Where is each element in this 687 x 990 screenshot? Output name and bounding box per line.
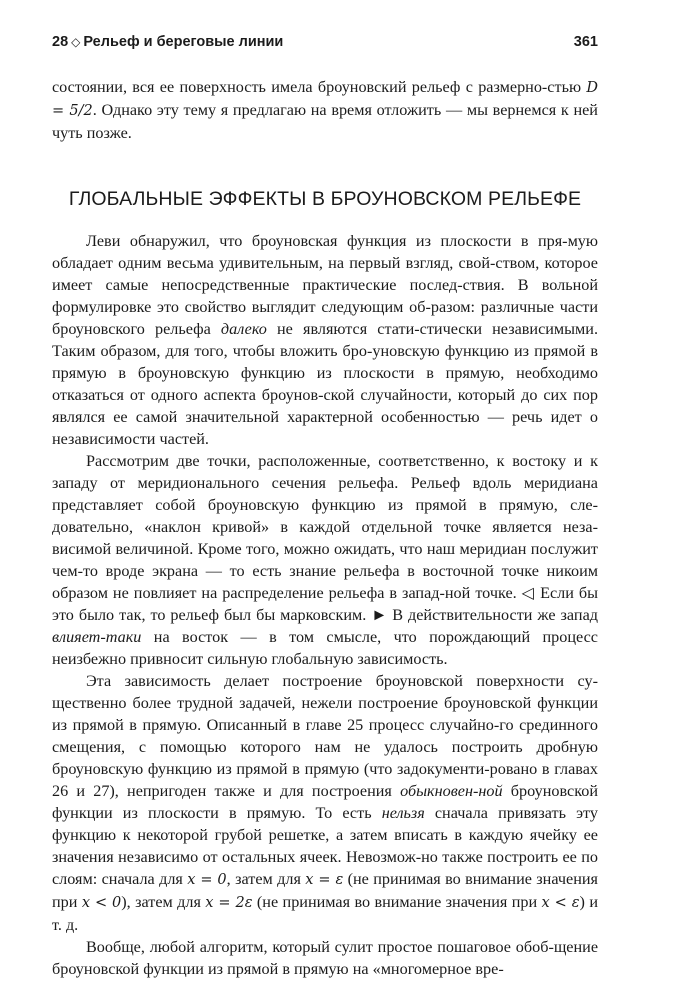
math-inline: x = 0 — [187, 872, 227, 888]
text-run: состоянии, вся ее поверхность имела броуновский рельеф с размерно-стью — [52, 78, 587, 96]
text-run: Вообще, любой алгоритм, который сулит простое пошаговое обоб-щение броуновской функции из прямой в прямую на «многомерное вре- — [52, 938, 598, 978]
text-run: , затем для — [226, 870, 306, 888]
chapter-number: 28 — [52, 34, 69, 50]
text-run: Эта зависимость делает построение броуновской поверхности су-щественно более трудной задачей, нежели построение броуновской функции из прямой в прямую. Описанный в главе 25 процесс случайно-го срединного смещения, с помощью которого нам не удалось построить дробную броуновскую функцию из прямой в прямую (что задокументи-ровано в главах 26 и 27), непригоден также и для построения — [52, 672, 598, 800]
text-run: не являются стати-стически независимыми. Таким образом, для того, чтобы вложить бро-уновскую функцию из прямой в прямую в броуновскую функцию из плоскости в прямую, необходимо отказаться от одного аспекта броунов-ской случайности, который до сих пор являлся ее самой значительной характерной особенностью — речь идет о независимости частей. — [52, 320, 598, 448]
section-heading: ГЛОБАЛЬНЫЕ ЭФФЕКТЫ В БРОУНОВСКОМ РЕЛЬЕФЕ — [68, 188, 582, 210]
math-inline: x < ε — [541, 895, 580, 911]
math-inline: x < 0 — [81, 895, 122, 911]
intro-paragraph — [52, 76, 598, 144]
math-dimension: D = 5/2 — [52, 80, 598, 119]
text-run: Рассмотрим две точки, расположенные, соответственно, к востоку и к западу от меридионального сечения рельефа. Рельеф вдоль меридиана представляет собой броуновскую функцию из прямой в прямую, сле-довательно, «наклон кривой» в каждой отдельной точке является неза-висимой величиной. Кроме того, можно ожидать, что наш меридиан послужит чем-то вроде экрана — то есть знание рельефа в восточной точке никоим образом не повлияет на распределение рельефа в запад-ной точке. ◁ Если бы это было так, то рельеф был бы марковским. ► В действительности же запад — [52, 452, 598, 624]
text-run: на восток — в том смысле, что порождающий процесс неизбежно привносит сильную глобальную зависимость. — [52, 628, 598, 668]
text-run: . Однако эту тему я предлагаю на время отложить — мы вернемся к ней чуть позже. — [52, 101, 598, 142]
emphasis: нельзя — [381, 804, 425, 822]
body-text — [52, 76, 598, 980]
text-run: сначала привязать эту функцию к некоторой грубой решетке, а затем вписать в каждую ячейку ее значения независимо от остальных ячеек. Невозмож-но также построить ее по слоям: сначала для — [52, 804, 599, 888]
text-run: ) и т. д. — [52, 893, 598, 934]
paragraph-3 — [52, 670, 598, 936]
book-page — [52, 0, 598, 990]
paragraph-4 — [52, 936, 598, 980]
running-head-left — [52, 34, 283, 50]
chapter-title: Рельеф и береговые линии — [83, 34, 284, 50]
diamond-separator: ◇ — [71, 35, 81, 49]
paragraph-2 — [52, 450, 598, 670]
paragraph-1 — [52, 230, 598, 450]
emphasis: влияет-таки — [52, 628, 142, 646]
emphasis: далеко — [220, 320, 267, 338]
running-head — [52, 34, 598, 56]
text-run: (не принимая во внимание значения при — [52, 870, 598, 911]
math-inline: x = 2ε — [205, 895, 253, 911]
emphasis: обыкновен-ной — [400, 782, 503, 800]
page-number: 361 — [573, 34, 598, 50]
text-run: (не принимая во внимание значения при — [252, 893, 542, 911]
text-run: броуновской функции из плоскости в прямую. То есть — [52, 782, 598, 822]
text-run: Леви обнаружил, что броуновская функция из плоскости в пря-мую обладает одним весьма удивительным, на первый взгляд, свой-ством, которое имеет самые непосредственные практические послед-ствия. В вольной формулировке это свойство выглядит следующим об-разом: различные части броуновского рельефа — [52, 232, 598, 338]
text-run: ), затем для — [121, 893, 206, 911]
math-inline: x = ε — [305, 872, 344, 888]
